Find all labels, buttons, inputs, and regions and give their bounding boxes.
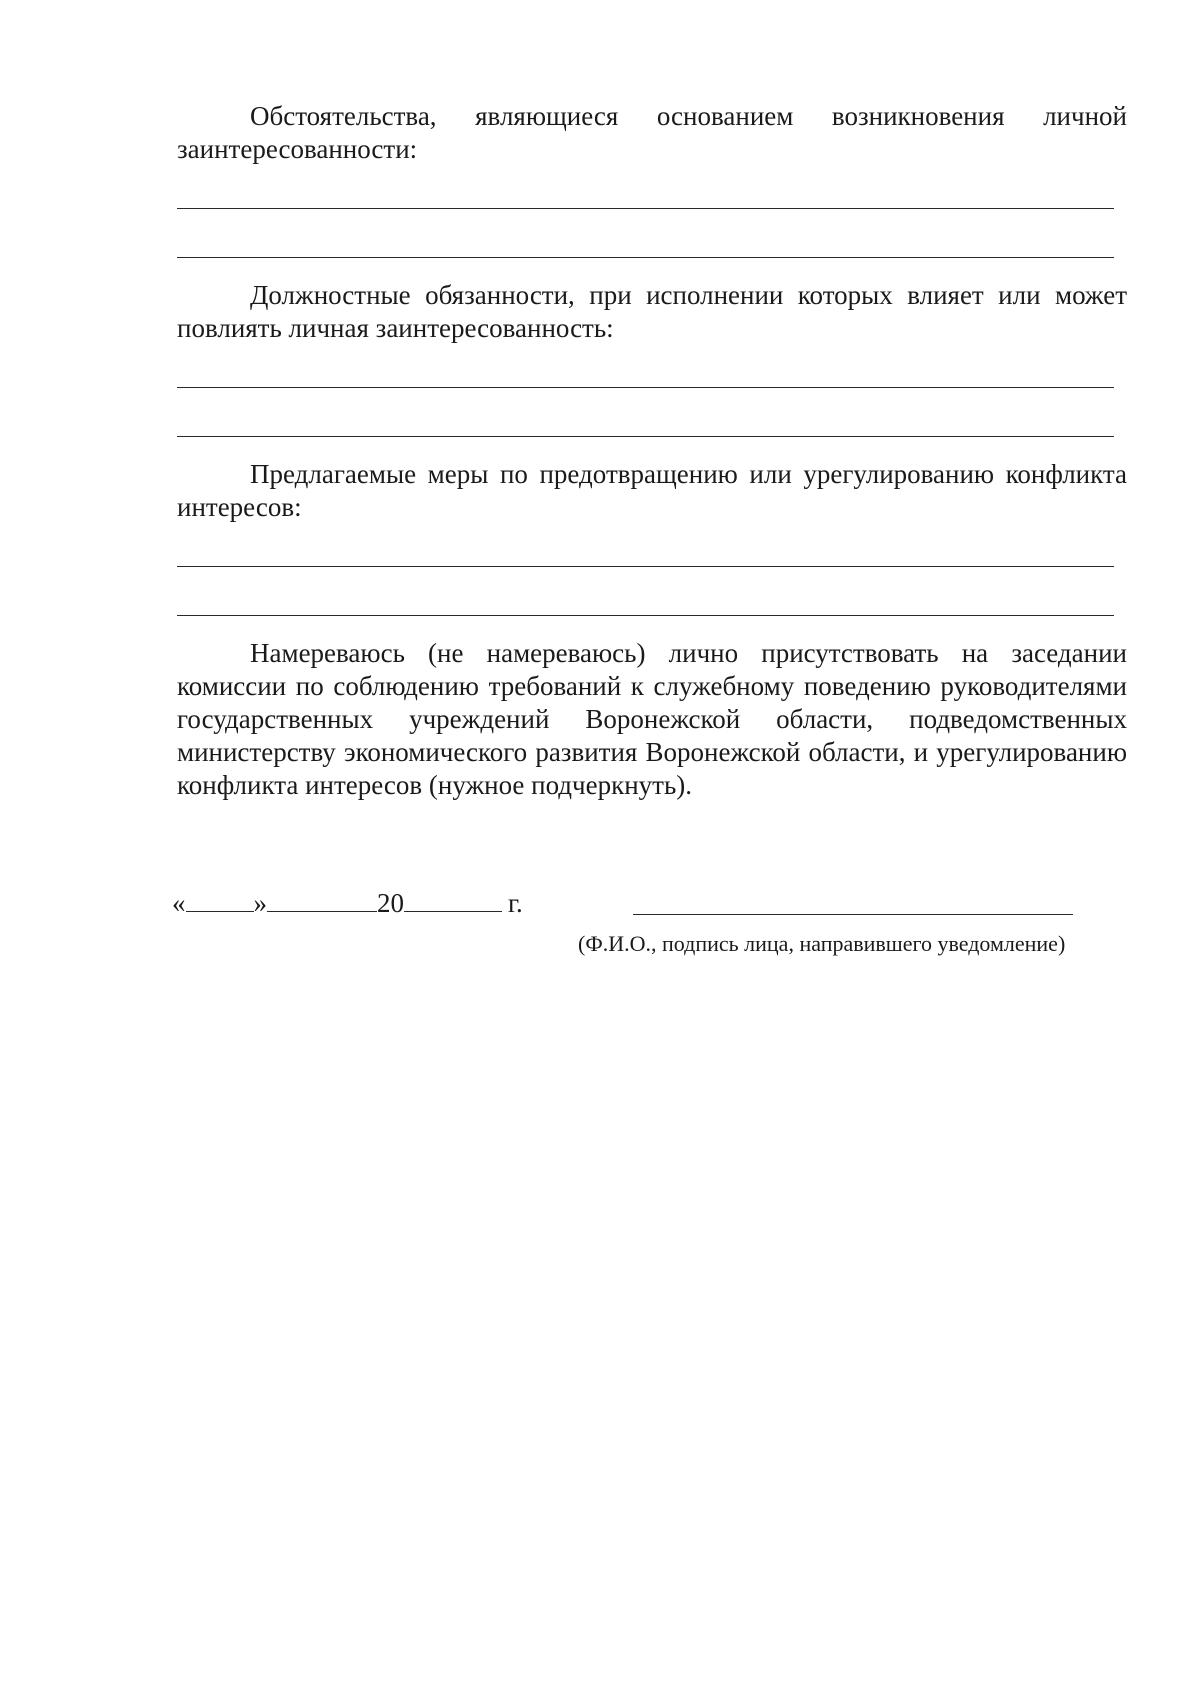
- circumstances-text: Обстоятельства, являющиеся основанием возникновения личной заинтересованности:: [177, 101, 1127, 164]
- date-field: [172, 885, 523, 920]
- duties-text: Должностные обязанности, при исполнении которых влияет или может повлиять личная заинтересованность:: [177, 280, 1127, 343]
- duties-fill-line-2[interactable]: [177, 436, 1114, 437]
- date-day-blank[interactable]: [186, 885, 254, 912]
- duties-paragraph: [177, 279, 1127, 345]
- date-year-blank[interactable]: [404, 885, 502, 912]
- date-year-suffix: г.: [508, 888, 523, 918]
- measures-fill-line-2[interactable]: [177, 615, 1114, 616]
- measures-fill-line-1[interactable]: [177, 566, 1114, 567]
- circumstances-fill-line-2[interactable]: [177, 257, 1114, 258]
- circumstances-fill-line-1[interactable]: [177, 208, 1114, 209]
- date-month-blank[interactable]: [267, 885, 377, 912]
- circumstances-paragraph: [177, 100, 1127, 166]
- measures-paragraph: [177, 458, 1127, 524]
- signature-caption: (Ф.И.О., подпись лица, направившего уведомление): [578, 931, 1066, 956]
- date-year-prefix: 20: [377, 888, 404, 918]
- duties-fill-line-1[interactable]: [177, 387, 1114, 388]
- date-close-quote: »: [253, 888, 267, 918]
- intent-text: Намереваюсь (не намереваюсь) лично присутствовать на заседании комиссии по соблюдению требований к служебному поведению руководителями государственных учреждений Воронежской области, подведомственных министерству экономического развития Воронежской области, и урегулированию конфликта интересов (нужное подчеркнуть).: [177, 638, 1127, 800]
- measures-text: Предлагаемые меры по предотвращению или урегулированию конфликта интересов:: [177, 459, 1127, 522]
- intent-paragraph: [177, 637, 1127, 802]
- signature-line[interactable]: [633, 914, 1073, 915]
- date-open-quote: «: [172, 888, 186, 918]
